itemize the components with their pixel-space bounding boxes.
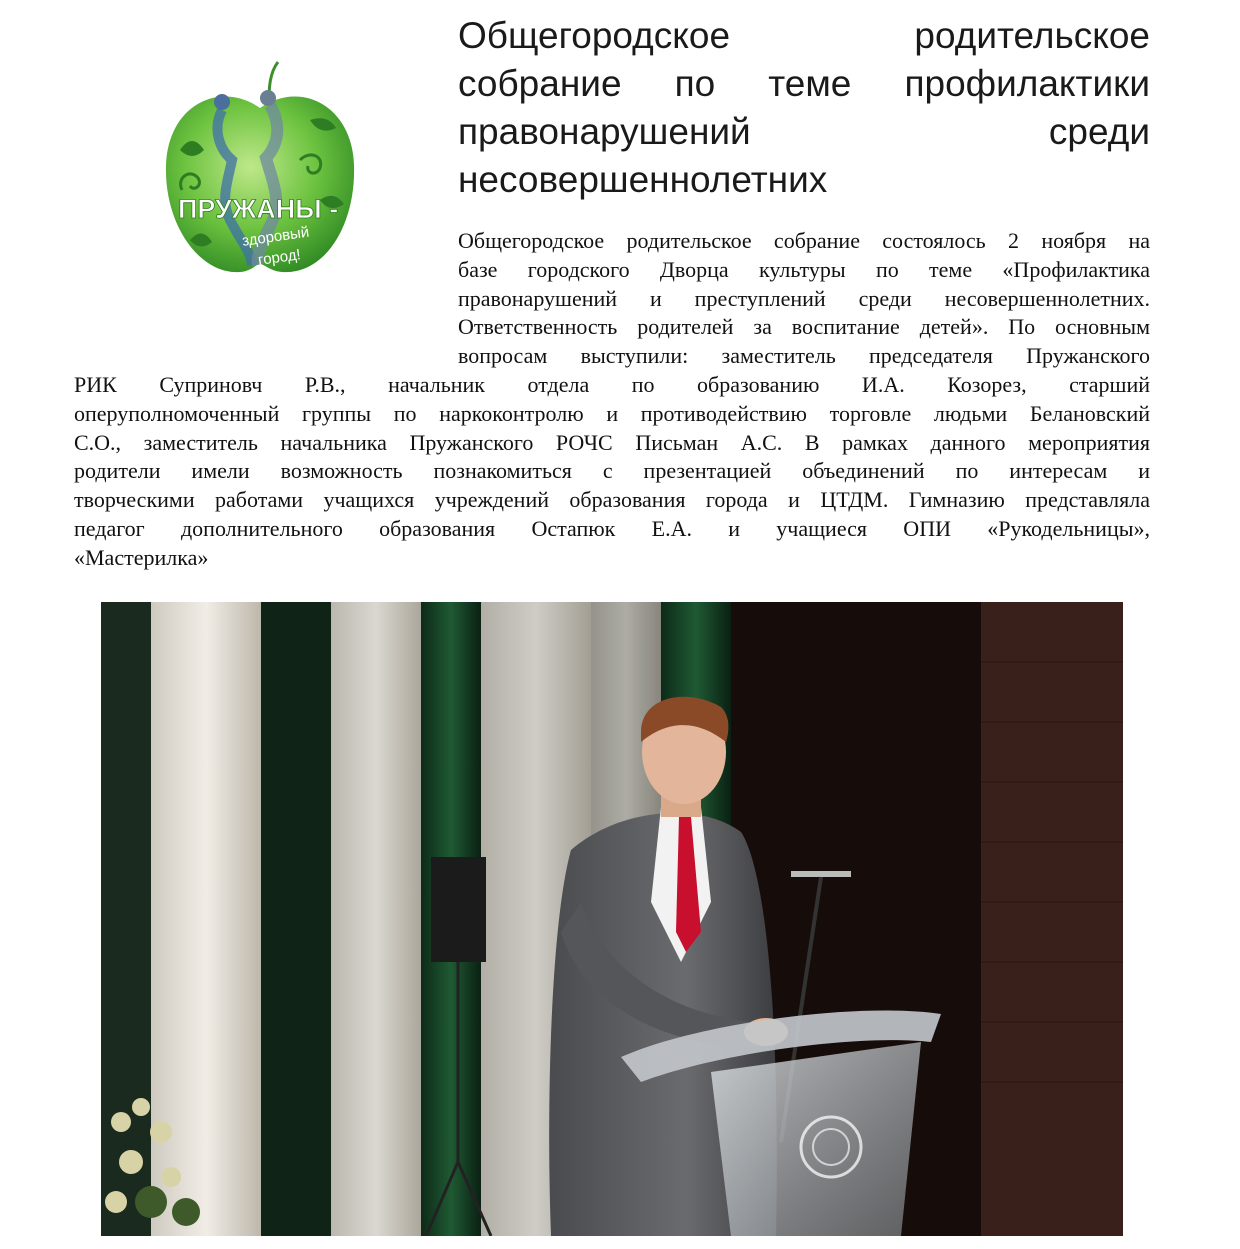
paragraph-line: Общегородское родительское собрание состоялось 2 ноября на <box>458 228 1150 253</box>
logo-title: ПРУЖАНЫ - <box>178 194 339 224</box>
paragraph-line: творческими работами учащихся учреждений образования города и ЦТДМ. Гимназию представляла <box>74 487 1150 513</box>
paragraph-line: педагог дополнительного образования Остапюк Е.А. и учащиеся ОПИ «Рукодельницы», <box>74 515 1150 541</box>
paragraph-line: базе городского Дворца культуры по теме «Профилактика <box>458 256 1150 282</box>
paragraph-line: Ответственность родителей за воспитание детей». По основным <box>458 314 1150 340</box>
paragraph-line: правонарушений и преступлений среди несовершеннолетних. <box>458 285 1150 311</box>
title-line: собрание по теме профилактики <box>458 63 1150 104</box>
event-photo <box>101 602 1123 1236</box>
title-line: несовершеннолетних <box>458 159 828 200</box>
logo-subtitle-1: здоровый <box>241 223 311 250</box>
paragraph-line: С.О., заместитель начальника Пружанского РОЧС Письман А.С. В рамках данного мероприятия <box>74 429 1150 455</box>
title-line: Общегородское родительское <box>458 15 1150 56</box>
paragraph-line: оперуполномоченный группы по наркоконтролю и противодействию торговле людьми Белановский <box>74 400 1150 426</box>
paragraph-line: вопросам выступили: заместитель председателя Пружанского <box>458 343 1150 369</box>
page-title <box>458 12 1150 204</box>
logo-subtitle-2: город! <box>256 246 302 269</box>
article-paragraph-intro <box>458 227 1150 371</box>
paragraph-line: родители имели возможность познакомиться с презентацией объединений по интересам и <box>74 458 1150 484</box>
paragraph-line: РИК Суприновч Р.В., начальник отдела по образованию И.А. Козорез, старший <box>74 372 1150 397</box>
title-line: правонарушений среди <box>458 111 1150 152</box>
logo <box>160 50 360 282</box>
article-paragraph-continued <box>74 371 1150 573</box>
paragraph-line: «Мастерилка» <box>74 544 209 570</box>
